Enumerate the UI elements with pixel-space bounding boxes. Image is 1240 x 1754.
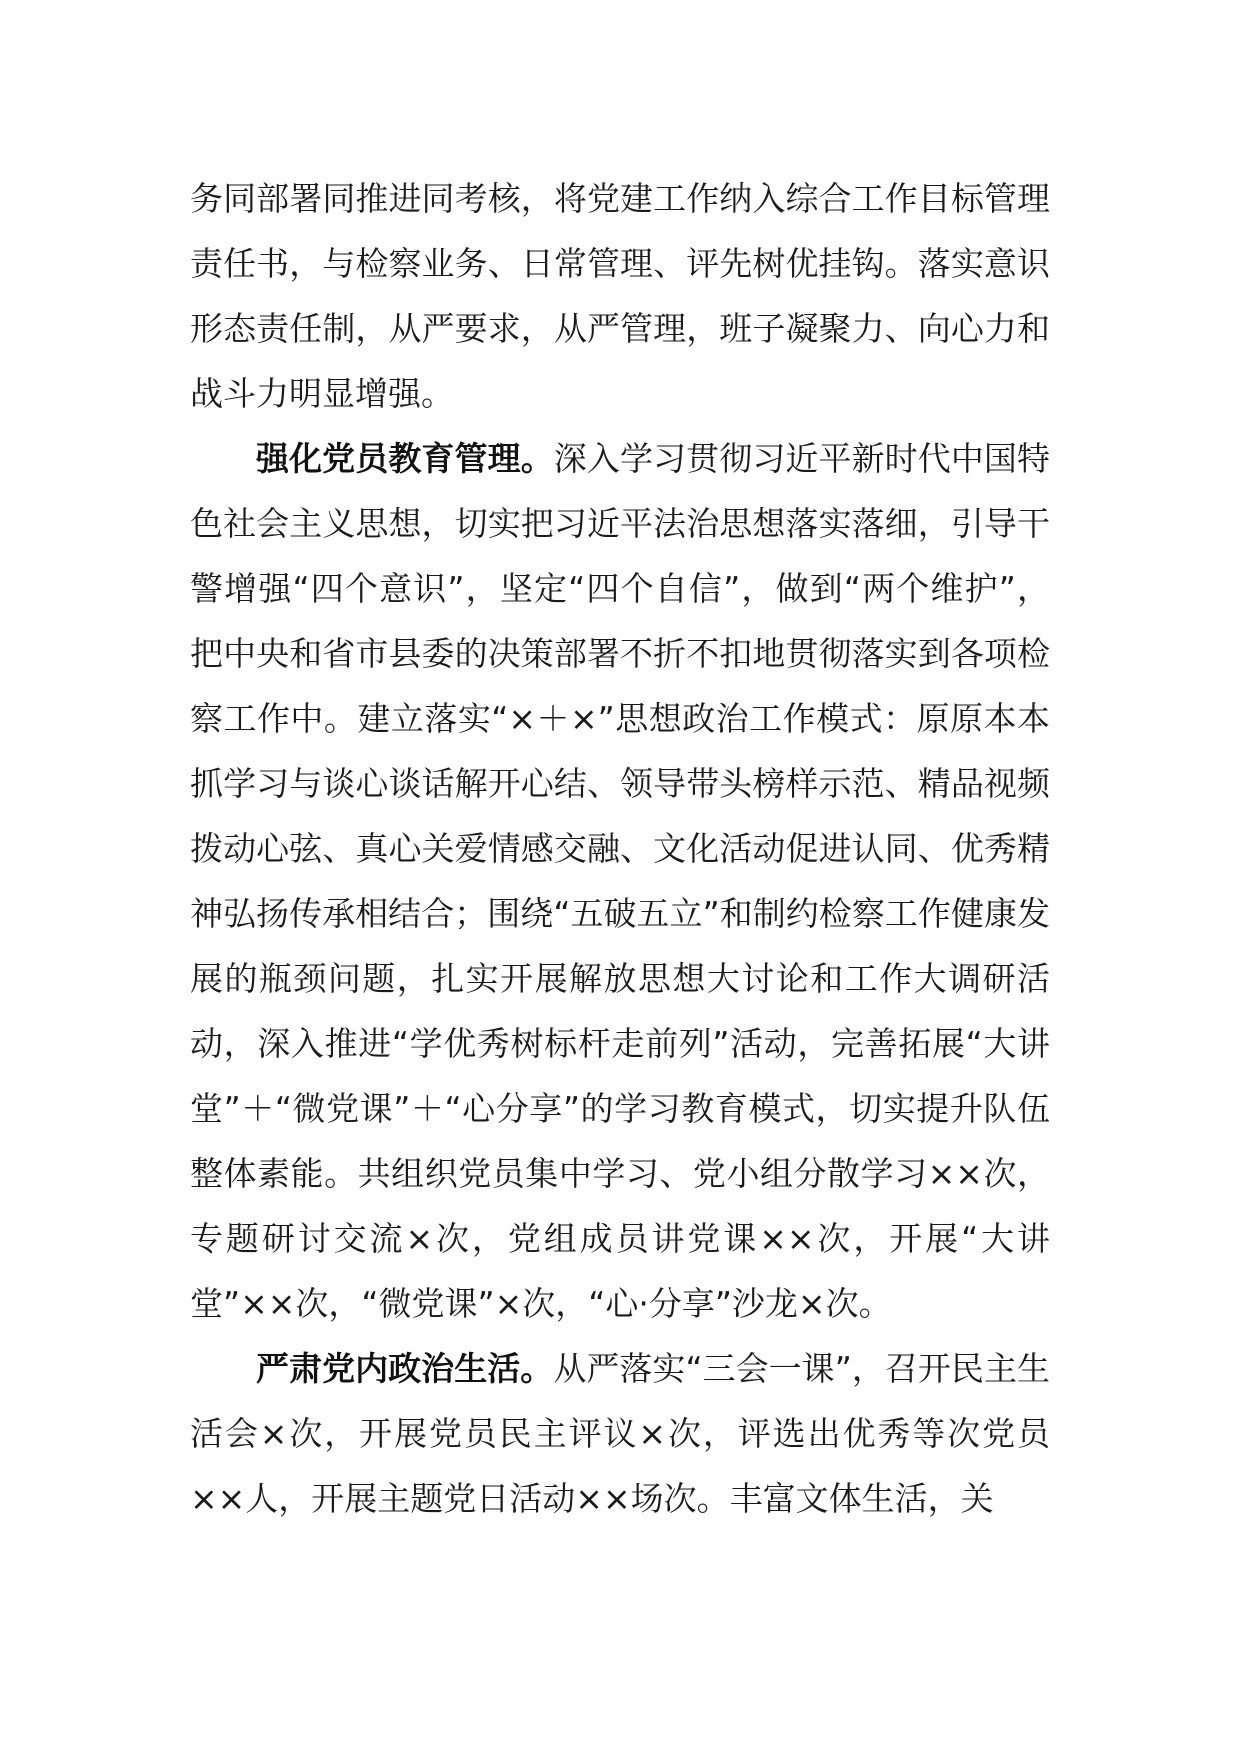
paragraph-member-education <box>190 426 1050 1336</box>
document-body <box>190 166 1050 1531</box>
paragraph-party-building-responsibility <box>190 166 1050 426</box>
paragraph-heading: 强化党员教育管理。 <box>256 439 554 478</box>
paragraph-body-text: 从严落实“三会一课”，召开民主生活会×次，开展党员民主评议×次，评选出优秀等次党员××人，开展主题党日活动××场次。丰富文体生活，关 <box>190 1349 1051 1518</box>
paragraph-body-text: 务同部署同推进同考核，将党建工作纳入综合工作目标管理责任书，与检察业务、日常管理、评先树优挂钩。落实意识形态责任制，从严要求，从严管理，班子凝聚力、向心力和战斗力明显增强。 <box>190 179 1050 413</box>
paragraph-heading: 严肃党内政治生活。 <box>256 1349 554 1388</box>
paragraph-political-life <box>190 1336 1050 1531</box>
paragraph-body-text: 深入学习贯彻习近平新时代中国特色社会主义思想，切实把习近平法治思想落实落细，引导干警增强“四个意识”，坚定“四个自信”，做到“两个维护”，把中央和省市县委的决策部署不折不扣地贯彻落实到各项检察工作中。建立落实“×＋×”思想政治工作模式：原原本本抓学习与谈心谈话解开心结、领导带头榜样示范、精品视频拨动心弦、真心关爱情感交融、文化活动促进认同、优秀精神弘扬传承相结合；围绕“五破五立”和制约检察工作健康发展的瓶颈问题，扎实开展解放思想大讨论和工作大调研活动，深入推进“学优秀树标杆走前列”活动，完善拓展“大讲堂”＋“微党课”＋“心分享”的学习教育模式，切实提升队伍整体素能。共组织党员集中学习、党小组分散学习××次，专题研讨交流×次，党组成员讲党课××次，开展“大讲堂”××次，“微党课”×次，“心·分享”沙龙×次。 <box>190 439 1051 1323</box>
